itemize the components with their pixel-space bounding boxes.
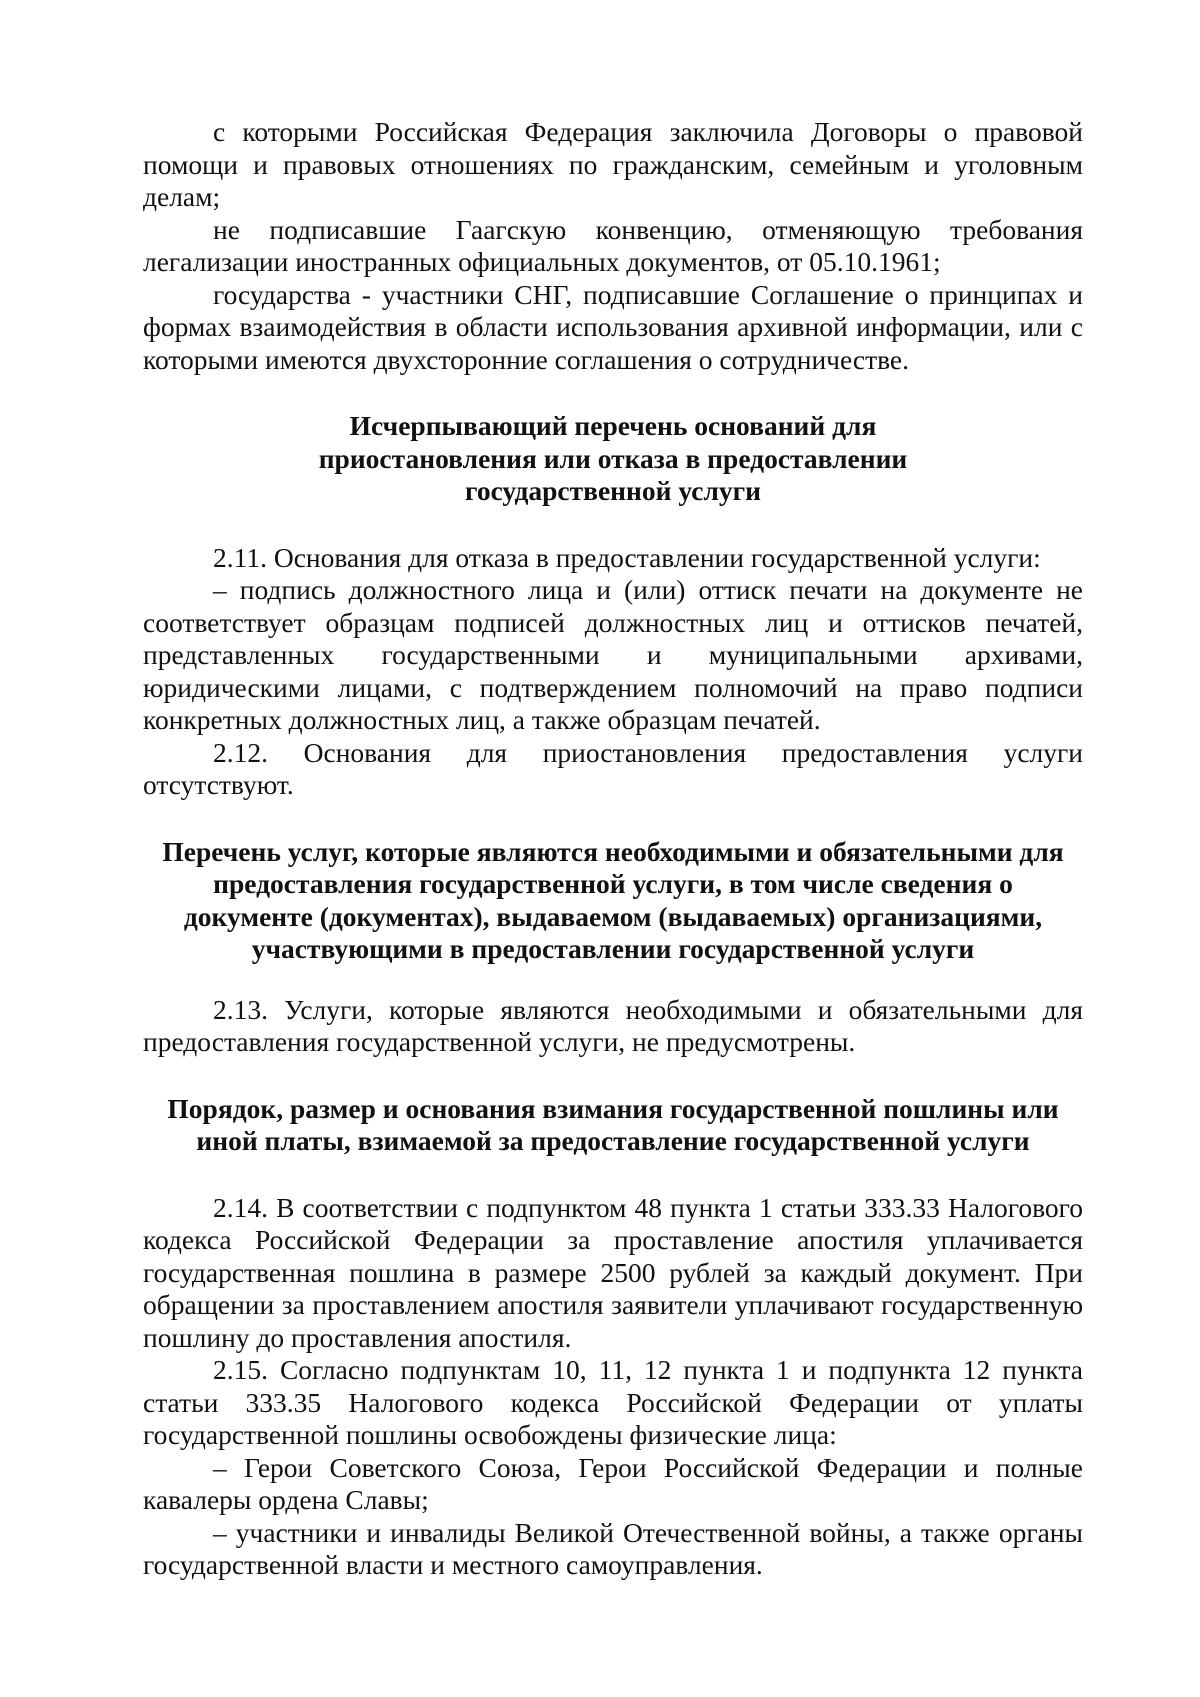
paragraph: 2.13. Услуги, которые являются необходимыми и обязательными для предоставления государственной услуги, не предусмотрены.	[143, 993, 1083, 1057]
heading-line: государственной услуги	[465, 475, 761, 506]
heading-line: документе (документах), выдаваемом (выдаваемых) организациями,	[183, 900, 1043, 932]
list-item: – подпись должностного лица и (или) оттиск печати на документе не соответствует образцам подписей должностных лиц и оттисков печатей, представленных государственными и муниципальными архивами, юридическими лицами, с подтверждением полномочий на право подписи конкретных должностных лиц, а также образцам печатей.	[143, 574, 1083, 735]
section-heading	[143, 410, 1083, 508]
section-heading	[143, 836, 1083, 966]
heading-line: Перечень услуг, которые являются необходимыми и обязательными для	[162, 835, 1064, 867]
heading-line: Порядок, размер и основания взимания государственной пошлины или	[167, 1092, 1059, 1124]
section-heading	[143, 1093, 1083, 1158]
list-item: – Герои Советского Союза, Герои Российской Федерации и полные кавалеры ордена Славы;	[143, 1451, 1083, 1515]
paragraph: с которыми Российская Федерация заключила Договоры о правовой помощи и правовых отношениях по гражданским, семейным и уголовным делам;	[143, 116, 1083, 212]
paragraph: 2.12. Основания для приостановления предоставления услуги отсутствуют.	[143, 736, 1083, 800]
heading-line: иной платы, взимаемой за предоставление государственной услуги	[196, 1125, 1030, 1156]
heading-line: приостановления или отказа в предоставлении	[318, 442, 908, 474]
paragraph: 2.14. В соответствии с подпунктом 48 пункта 1 статьи 333.33 Налогового кодекса Российской Федерации за проставление апостиля уплачивается государственная пошлина в размере 2500 рублей за каждый документ. При обращении за проставлением апостиля заявители уплачивают государственную пошлину до проставления апостиля.	[143, 1191, 1083, 1353]
paragraph: 2.11. Основания для отказа в предоставлении государственной услуги:	[213, 541, 1041, 573]
paragraph: государства - участники СНГ, подписавшие Соглашение о принципах и формах взаимодействия в области использования архивной информации, или с которыми имеются двухсторонние соглашения о сотрудничестве.	[143, 278, 1083, 375]
list-item: – участники и инвалиды Великой Отечественной войны, а также органы государственной власти и местного самоуправления.	[143, 1516, 1083, 1580]
heading-line: предоставления государственной услуги, в том числе сведения о	[213, 868, 1013, 899]
heading-line: участвующими в предоставлении государственной услуги	[251, 933, 975, 964]
paragraph: 2.15. Согласно подпунктам 10, 11, 12 пункта 1 и подпункта 12 пункта статьи 333.35 Налогового кодекса Российской Федерации от уплаты государственной пошлины освобождены физические лица:	[143, 1354, 1083, 1450]
paragraph: не подписавшие Гаагскую конвенцию, отменяющую требования легализации иностранных официальных документов, от 05.10.1961;	[143, 213, 1083, 277]
document-page	[143, 116, 1083, 1582]
heading-line: Исчерпывающий перечень оснований для	[349, 410, 877, 441]
